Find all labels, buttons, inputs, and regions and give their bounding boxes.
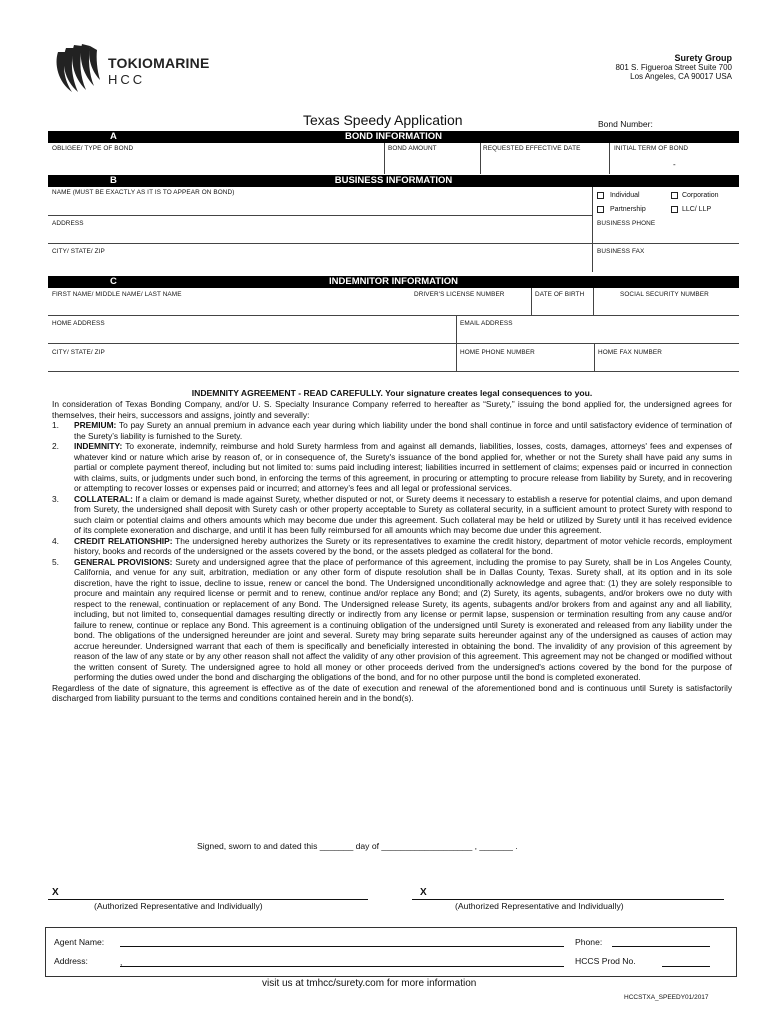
bond-amount-field[interactable] — [385, 152, 480, 174]
company-logo — [52, 42, 222, 98]
agreement-closing: Regardless of the date of signature, this agreement is effective as of the date of execution and renewal of the aforementioned bond and is continuous until Surety is satisfactorily discharged from liability pursuant to the terms and conditions contained herein and in the bond(s). — [52, 682, 732, 703]
item-number: 1. — [52, 420, 59, 430]
obligee-field[interactable] — [48, 152, 384, 174]
signature-caption-right: (Authorized Representative and Individually) — [455, 901, 624, 911]
item-title: INDEMNITY: — [74, 441, 123, 451]
ssn-label: SOCIAL SECURITY NUMBER — [620, 291, 709, 298]
individual-label: Individual — [609, 192, 640, 199]
section-b-header — [48, 175, 739, 187]
prod-no-label: HCCS Prod No. — [575, 956, 636, 966]
item-title: PREMIUM: — [74, 420, 117, 430]
agent-phone-line[interactable] — [612, 946, 710, 947]
ssn-field[interactable] — [594, 299, 739, 315]
business-fax-field[interactable] — [593, 255, 739, 271]
agreement-item — [52, 494, 732, 536]
logo-line1: TOKIOMARINE — [108, 55, 210, 71]
section-b-letter: B — [110, 175, 117, 186]
indemnitor-city-field[interactable] — [48, 356, 455, 371]
bond-number-label: Bond Number: — [598, 119, 653, 129]
prod-no-line[interactable] — [662, 966, 710, 967]
home-address-field[interactable] — [48, 327, 455, 343]
business-phone-label: BUSINESS PHONE — [597, 220, 656, 227]
agreement-intro: In consideration of Texas Bonding Company, and/or U. S. Specialty Insurance Company referred to hereafter as “Surety,” issuing the bond applied for, the undersigned agrees for themselves, their heirs, successors and assigns, jointly and severally: — [52, 399, 732, 420]
agreement-item — [52, 420, 732, 441]
divider — [48, 315, 739, 316]
signature-mark-right: X — [420, 887, 427, 898]
divider — [48, 371, 739, 372]
business-phone-field[interactable] — [593, 227, 739, 243]
agent-phone-label: Phone: — [575, 937, 603, 947]
item-text: The undersigned hereby authorizes the Surety or its representatives to examine the credit history, department of motor vehicle records, employment history, books and records of the undersigned or the assets covered by the bond, or the assets pledged as collateral for the bond. — [74, 535, 732, 556]
effective-date-label: REQUESTED EFFECTIVE DATE — [483, 145, 581, 152]
term-dash: - — [673, 160, 676, 169]
item-title: GENERAL PROVISIONS: — [74, 556, 173, 567]
signature-line-left[interactable] — [48, 899, 368, 900]
checkbox-corporation-row — [671, 192, 719, 199]
section-a-letter: A — [110, 131, 117, 142]
section-a-title: BOND INFORMATION — [345, 131, 442, 142]
signature-mark-left: X — [52, 887, 59, 898]
signature-caption-left: (Authorized Representative and Individually) — [94, 901, 263, 911]
section-b-title: BUSINESS INFORMATION — [334, 175, 453, 186]
section-c-letter: C — [110, 276, 117, 287]
company-address2: Los Angeles, CA 90017 USA — [630, 72, 732, 81]
checkbox-individual-row — [597, 192, 640, 199]
corporation-checkbox[interactable] — [671, 192, 678, 199]
indemnity-agreement — [52, 388, 732, 704]
business-address-field[interactable] — [48, 227, 591, 243]
drivers-license-label: DRIVER'S LICENSE NUMBER — [414, 291, 505, 298]
business-name-label: NAME (MUST BE EXACTLY AS IT IS TO APPEAR ON BOND) — [52, 189, 235, 196]
agent-address-comma: , — [120, 957, 123, 967]
agreement-heading: INDEMNITY AGREEMENT - READ CAREFULLY. Your signature creates legal consequences to you. — [191, 388, 593, 398]
initial-term-label: INITIAL TERM OF BOND — [614, 145, 689, 152]
item-text: Surety and undersigned agree that the place of performance of this agreement, including the promise to pay Surety, shall be in Los Angeles County, California, and venue for any suit, arbitration, mediation or any other form of dispute resolution shall be in Dallas County, Texas. Surety shall, at its option and in its sole discretion, have the right to issue, decline to issue, renew or cancel the bond. The Undersigned unconditionally acknowledge and agree that: (1) they are solely responsible to procure and maintain any required license or permit and to renew, continue and/or replace any Bond; and (2) Surety, its agents, subagents, and/or brokers owe no duty with respect to the renewal, continuation or replacement of any Bond. The Undersigned release Surety, its agents, subagents and/or brokers from and against any and all liability, including, but not limited to, consequential damages resulting directly or indirectly from any license or permit lapse, suspension or termination resulting from any cause and/or failure to renew, continue or replace any Bond. This agreement is a continuing obligation of the undersigned until Surety is exonerated and released from any liability under the bond. The obligations of the undersigned hereunder are joint and several. Surety may bring separate suits hereunder against any of the undersigned as causes of action may accrue hereunder. Undersigned warrant that each of them is specifically and beneficially interested in obtaining the bond. The invalidity of any provision of this agreement by reason of the law of any state or by any other reason shall not affect the validity of any other provision of this agreement. This agreement may not be changed or modified without the written consent of Surety. The undersigned agree to hold all money or other proceeds derived from the undersigned's actions covered by the bond for the purpose of performing the duties owed under the bond and discharging the obligations of the bond, and for no other purpose until the bond is completed exonerated. — [74, 556, 733, 682]
bond-amount-label: BOND AMOUNT — [388, 145, 437, 152]
agent-address-line[interactable] — [120, 966, 564, 967]
effective-date-field[interactable] — [481, 152, 609, 174]
logo-line2: HCC — [108, 72, 146, 87]
item-title: COLLATERAL: — [74, 493, 133, 504]
individual-checkbox[interactable] — [597, 192, 604, 199]
divider — [48, 215, 592, 216]
partnership-label: Partnership — [609, 206, 646, 213]
checkbox-partnership-row — [597, 206, 646, 213]
date-of-birth-label: DATE OF BIRTH — [535, 291, 585, 298]
agent-info-box — [45, 927, 737, 977]
section-a-header — [48, 131, 739, 143]
corporation-label: Corporation — [681, 192, 719, 199]
form-title: Texas Speedy Application — [303, 112, 463, 128]
business-address-label: ADDRESS — [52, 220, 84, 227]
business-city-label: CITY/ STATE/ ZIP — [52, 248, 105, 255]
home-phone-field[interactable] — [457, 356, 593, 371]
signature-line-right[interactable] — [412, 899, 724, 900]
indemnitor-name-label: FIRST NAME/ MIDDLE NAME/ LAST NAME — [52, 291, 182, 298]
business-city-field[interactable] — [48, 255, 591, 271]
item-number: 4. — [52, 535, 59, 546]
partnership-checkbox[interactable] — [597, 206, 604, 213]
item-number: 3. — [52, 493, 59, 504]
llc-label: LLC/ LLP — [681, 206, 712, 213]
business-fax-label: BUSINESS FAX — [597, 248, 645, 255]
drivers-license-field[interactable] — [411, 299, 531, 315]
home-address-label: HOME ADDRESS — [52, 320, 105, 327]
email-label: EMAIL ADDRESS — [460, 320, 513, 327]
agent-name-label: Agent Name: — [54, 937, 105, 947]
obligee-label: OBLIGEE/ TYPE OF BOND — [52, 145, 134, 152]
checkbox-llc-row — [671, 206, 711, 213]
divider — [48, 243, 739, 244]
agreement-item — [52, 557, 732, 683]
sworn-statement: Signed, sworn to and dated this _______ day of ___________________ , _______ . — [197, 841, 518, 851]
item-number: 2. — [52, 441, 59, 451]
item-text: To pay Surety an annual premium in advance each year during which liability under the bond shall continue in force and until satisfactory evidence of termination of the Surety’s liability is furnished to the Surety. — [74, 420, 732, 441]
company-name: Surety Group — [674, 53, 732, 63]
home-fax-label: HOME FAX NUMBER — [598, 349, 662, 356]
item-text: If a claim or demand is made against Surety, whether disputed or not, or Surety deems it necessary to establish a reserve for potential claims, and upon demand from Surety, the undersigned shall deposit with Surety cash or other property acceptable to Surety as collateral security, in a sufficient amount to protect Surety with respond to such claim or potential claims and others amounts which may become due under this agreement. Such collateral may be held or utilized by Surety until it has received evidence of its complete exoneration and discharge, and until it has been fully reimbursed for all amounts which may become due under this agreement. — [74, 493, 732, 535]
home-fax-field[interactable] — [595, 356, 739, 371]
business-name-field[interactable] — [48, 196, 591, 214]
divider — [48, 343, 739, 344]
company-address-block — [532, 53, 732, 81]
agreement-items — [52, 420, 732, 683]
company-address1: 801 S. Figueroa Street Suite 700 — [615, 63, 732, 72]
date-of-birth-field[interactable] — [532, 299, 593, 315]
agent-address-label: Address: — [54, 956, 88, 966]
item-number: 5. — [52, 556, 59, 567]
home-phone-label: HOME PHONE NUMBER — [460, 349, 535, 356]
agreement-item — [52, 536, 732, 557]
initial-term-field[interactable] — [610, 152, 739, 174]
footer-visit: visit us at tmhcc/surety.com for more information — [262, 978, 477, 989]
llc-checkbox[interactable] — [671, 206, 678, 213]
item-title: CREDIT RELATIONSHIP: — [74, 535, 173, 546]
footer-code: HCCSTXA_SPEEDY01/2017 — [624, 994, 709, 1001]
agreement-item — [52, 441, 732, 494]
section-c-title: INDEMNITOR INFORMATION — [329, 276, 458, 287]
agent-name-line[interactable] — [120, 946, 564, 947]
tokiomarine-logo-icon — [52, 42, 102, 96]
section-c-header — [48, 276, 739, 288]
item-text: To exonerate, indemnify, reimburse and hold Surety harmless from and against all demands, liabilities, losses, costs, damages, attorneys' fees and expenses of whatever kind or nature which arise by reason of, or in consequence of, the Surety's issuance of the bond applied for, whether or not the Surety shall have paid any sums in partial or complete payment thereof, including but not limited to: sums paid including interest; liabilities incurred in settlement of claims; expenses paid or incurred in connection with claims, suits, or judgments under such bond, in enforcing the terms of this agreement, in procuring or attempting to procure release from liability by Surety, and in recovering or attempting to recover losses or expenses paid or incurred; and attorney’s fees and all legal or professional services. — [74, 441, 732, 493]
indemnitor-city-label: CITY/ STATE/ ZIP — [52, 349, 105, 356]
indemnitor-name-field[interactable] — [48, 299, 410, 315]
email-field[interactable] — [457, 327, 739, 343]
